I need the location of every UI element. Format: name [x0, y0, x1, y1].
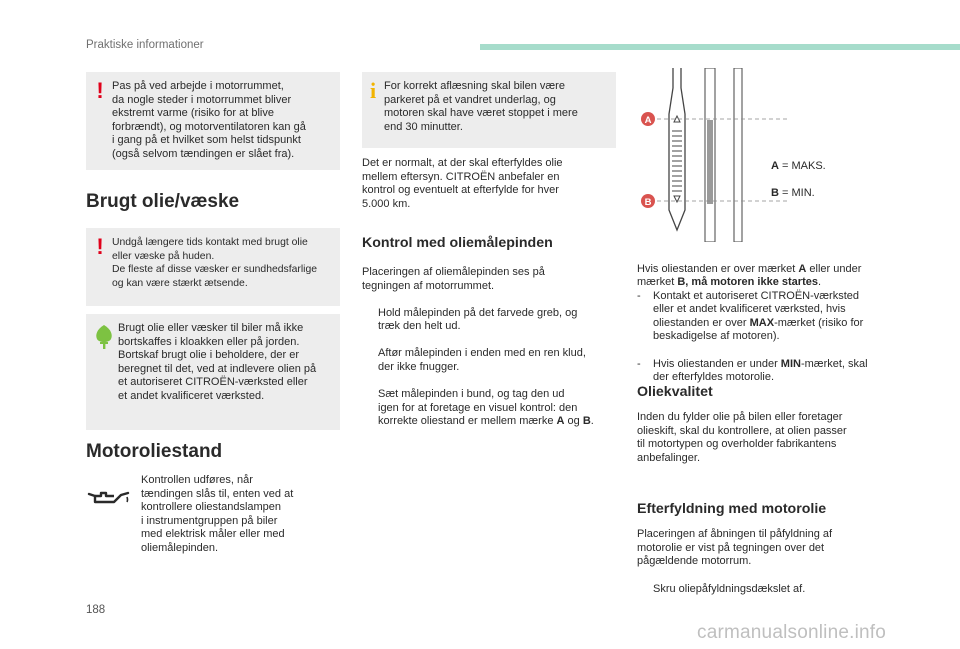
page-number: 188 [86, 604, 106, 616]
eco-box [86, 314, 340, 430]
legend-min: B = MIN. [771, 186, 815, 199]
list-item: Aftør målepinden i enden med en ren klud, der ikke fnugger. [378, 347, 586, 373]
eco-leaf-icon [94, 324, 114, 350]
warning-icon: ! [96, 234, 104, 259]
oliekvalitet-text: Inden du fylder olie på bilen eller foretager olieskift, skal du kontrollere, at olien passer til motortypen og overholder fabrikantens anbefalinger. [637, 411, 847, 464]
list-item: - Hvis oliestanden er under MIN-mærket, skal der efterfyldes motorolie. [637, 357, 868, 384]
watermark: carmanualsonline.info [697, 622, 887, 643]
efterfyldning-text: Placeringen af åbningen til påfyldning af motorolie er vist på tegningen over det pågældende motorrum. [637, 528, 833, 568]
info-icon: i [369, 78, 377, 103]
motoroliestand-text: Kontrollen udføres, når tændingen slås til, enten ved at kontrollere oliestandslampen i instrumentgruppen på biler med elektrisk måler eller med oliemålepinden. [141, 474, 294, 554]
section-title: Praktiske informationer [86, 39, 204, 51]
list-item: Skru oliepåfyldningsdækslet af. [653, 582, 806, 595]
heading-motoroliestand: Motoroliestand [86, 441, 223, 462]
heading-oliekvalitet: Oliekvalitet [637, 384, 713, 400]
list-item: Hold målepinden på det farvede greb, og træk den helt ud. [378, 306, 578, 333]
heading-brugt-olie: Brugt olie/væske [86, 191, 240, 212]
eco-text: Brugt olie eller væsker til biler må ikke bortskaffes i kloakken eller på jorden. Bortskaf brugt olie i beholdere, der er beregnet til det, ved at indlevere olien på et autoriseret CITROËN-værksted eller et andet kvalificeret værksted. [118, 322, 317, 402]
kontrol-steps-list [362, 293, 618, 443]
warning-icon: ! [96, 78, 104, 103]
marker-a-label: A [644, 115, 652, 126]
marker-b-label: B [644, 197, 652, 208]
oil-can-icon [86, 486, 130, 508]
warning-used-oil-text: Undgå længere tids kontakt med brugt olie eller væske på huden. De fleste af disse væsker er sundhedsfarlige og kan være stærkt ætsende. [112, 237, 318, 289]
heading-kontrol: Kontrol med oliemålepinden [362, 235, 553, 251]
heading-efterfyldning: Efterfyldning med motorolie [637, 501, 827, 517]
dash-bullet: - [637, 289, 641, 302]
dipstick-legend [771, 146, 861, 214]
legend-max: A = MAKS. [771, 159, 826, 172]
dash-bullet: - [637, 357, 641, 370]
kontrol-intro: Placeringen af oliemålepinden ses på tegningen af motorrummet. [362, 266, 545, 292]
efterfyldning-steps [637, 569, 899, 610]
info-reading-text: For korrekt aflæsning skal bilen være parkeret på et vandret underlag, og motoren skal have været stoppet i mere end 30 minutter. [384, 80, 578, 133]
warning-box-used-oil [86, 228, 340, 306]
oil-level-paragraph: Hvis oliestanden er over mærket A eller under mærket B, må motoren ikke startes. [637, 262, 862, 289]
normal-text: Det er normalt, at der skal efterfyldes olie mellem eftersyn. CITROËN anbefaler en kontrol og eventuelt at efterfylde for hver 5.000 km. [362, 157, 563, 210]
dipstick-diagram [628, 68, 788, 242]
list-item: - Kontakt et autoriseret CITROËN-værksted eller et andet kvalificeret værksted, hvis oliestanden er over MAX-mærket (risiko for beskadigelse af motoren). [637, 289, 864, 343]
header-accent-bar [480, 44, 960, 50]
list-item: Sæt målepinden i bund, og tag den ud igen for at foretage en visuel kontrol: den korrekte oliestand er mellem mærke A og B. [378, 388, 594, 428]
warning-box-engine [86, 72, 340, 170]
info-box-reading [362, 72, 616, 148]
warning-engine-text: Pas på ved arbejde i motorrummet, da nogle steder i motorrummet bliver ekstremt varme (risiko for at blive forbrændt), og motorventilatoren kan gå i gang på et hvilket som helst tidspunkt (også selvom tændingen er slået fra). [112, 80, 306, 160]
oil-level-dash-list [637, 276, 899, 398]
